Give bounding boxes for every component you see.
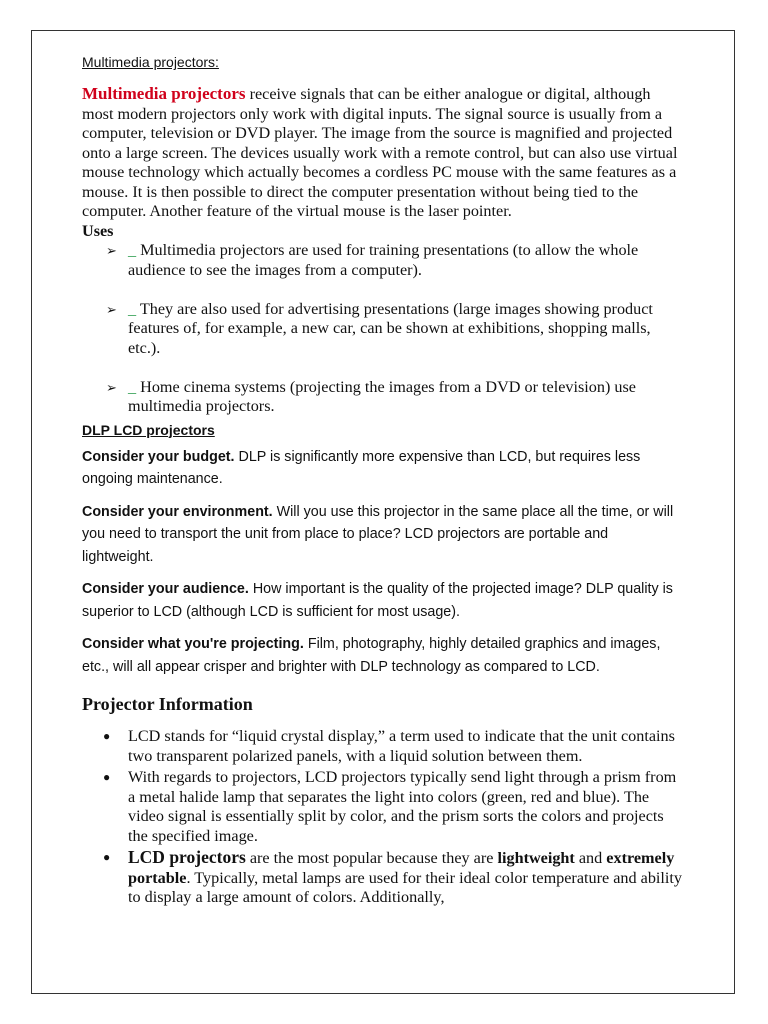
marker: _ [128, 299, 137, 318]
list-item-text: . Typically, metal lamps are used for their ideal color temperature and ability to display a large amount of colors. Additionally, [128, 868, 683, 906]
dlp-heading: DLP LCD projectors [82, 421, 215, 438]
consider-audience [82, 578, 682, 623]
bullet-icon: ● [103, 850, 111, 864]
intro-lead: Multimedia projectors [82, 84, 246, 103]
arrow-bullet-icon: ➢ [106, 301, 117, 317]
list-item-text: Home cinema systems (projecting the images from a DVD or television) use multimedia projectors. [128, 377, 636, 415]
list-item-text: LCD stands for “liquid crystal display,” a term used to indicate that the unit contains two transparent polarized panels, with a liquid solution between them. [128, 727, 675, 765]
consider-text: Film, photography, highly detailed graphics and images, etc., will all appear crisper and brighter with DLP technology as compared to LCD. [82, 636, 661, 675]
projector-info-heading: Projector Information [82, 694, 253, 714]
document-body [82, 52, 682, 910]
consider-lead: Consider your budget. [82, 448, 235, 465]
consider-budget [82, 446, 682, 491]
document-title: Multimedia projectors: [82, 54, 219, 70]
intro-text: receive signals that can be either analogue or digital, although most modern projectors only work with digital inputs. The signal source is usually from a computer, television or DVD player. The image from the source is magnified and projected onto a large screen. The devices usually work with a remote control, but can also use virtual mouse technology which actually becomes a cordless PC mouse with the same features as a mouse. It is then possible to direct the computer presentation without being tied to the computer. Another feature of the virtual mouse is the laser pointer. [82, 85, 678, 220]
list-item [82, 848, 682, 908]
consider-environment [82, 501, 682, 569]
list-item [82, 727, 682, 766]
marker: _ [128, 241, 137, 259]
list-item [82, 241, 682, 280]
consider-text: Will you use this projector in the same place all the time, or will you need to transport the unit from place to place? LCD projectors are portable and lightweight. [82, 503, 674, 565]
bullet-icon: ● [103, 729, 111, 743]
consider-projecting [82, 633, 682, 678]
list-item [82, 378, 682, 417]
uses-heading: Uses [82, 221, 114, 240]
consider-text: How important is the quality of the projected image? DLP quality is superior to LCD (although LCD is sufficient for most usage). [82, 581, 673, 620]
list-item [82, 768, 682, 846]
intro-paragraph [82, 84, 682, 222]
list-item [82, 300, 682, 359]
bullet-icon: ● [103, 770, 111, 784]
lcd-projectors-lead: LCD projectors [128, 847, 246, 867]
consider-lead: Consider your audience. [82, 581, 249, 597]
lightweight-bold: lightweight [497, 849, 575, 867]
info-list [82, 727, 682, 908]
arrow-bullet-icon: ➢ [106, 379, 117, 395]
dlp-section [82, 446, 682, 679]
arrow-bullet-icon: ➢ [106, 243, 117, 258]
list-item-text: are the most popular because they are [245, 849, 498, 867]
list-item-text: and [574, 849, 607, 867]
consider-lead: Consider what you're projecting. [82, 636, 304, 652]
list-item-text: Multimedia projectors are used for training presentations (to allow the whole audience to see the images from a computer). [128, 241, 639, 279]
uses-list [82, 241, 682, 417]
list-item-text: With regards to projectors, LCD projectors typically send light through a prism from a metal halide lamp that separates the light into colors (green, red and blue). The video signal is essentially split by color, and the prism sorts the colors and projects the specified image. [128, 768, 677, 845]
consider-text: DLP is significantly more expensive than LCD, but requires less ongoing maintenance. [82, 448, 641, 487]
consider-lead: Consider your environment. [82, 503, 273, 520]
list-item-text: They are also used for advertising presentations (large images showing product features of, for example, a new car, can be shown at exhibitions, shopping malls, etc.). [128, 299, 653, 357]
portable-bold: extremely portable [128, 849, 675, 887]
marker: _ [128, 377, 137, 396]
